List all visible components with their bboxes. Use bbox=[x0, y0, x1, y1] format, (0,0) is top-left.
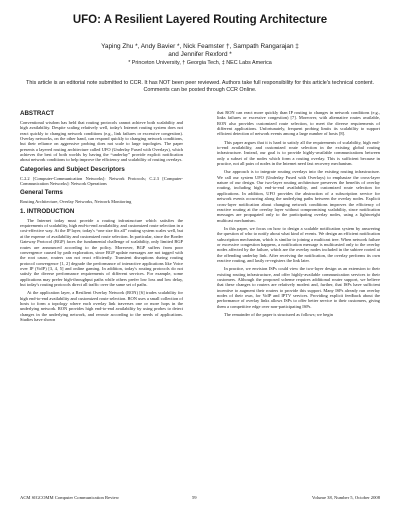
volume-info: Volume 38, Number 5, October 2008 bbox=[311, 495, 380, 500]
paper-title: UFO: A Resilient Layered Routing Architecture bbox=[72, 14, 328, 26]
intro-paragraph-1: The Internet today must provide a routing infrastructure which satisfies the requirements of scalability, high end-to-end availability, and customized route selection in a cost-effective way. At the IP layer, today's “one size fits all” routing system scales well, but at the expense of availability and customized route selection. In particular, since the Border Gateway Protocol (BGP) faces the fundamental challenge of scalability, only limited BGP routes are announced according to the policy. Moreover, BGP suffers from poor convergence caused by path exploration, since BGP update messages are not tagged with the root cause, routers can not react efficiently. Transient disruptions during routing protocol convergence [1, 2] degrade the performance of interactive applications like Voice over IP (VoIP) [3, 4, 5] and online gaming. In addition, today's routing protocols do not satisfy the diverse performance requirements of different services. For example, some applications may prefer high-throughput paths while others prefer low loss and low delay, but today's routing protocols direct all traffic over the same set of paths. bbox=[20, 217, 183, 287]
body-paragraph-1: that RON can react more quickly than IP routing to changes in network conditions (e.g., links failures or excessive congestion) [7]. Moreover, with alternative routes available, RON also provides customized route selection, to meet the diverse requirements of different applications. Unfortunately, frequent probing limits its scalability to support efficient detection of network events among a large number of hosts [8]. bbox=[217, 110, 380, 137]
categories-heading: Categories and Subject Descriptors bbox=[20, 165, 125, 173]
body-paragraph-3: Our approach is to integrate routing overlays into the existing routing infrastructure. We call our system UFO (Underlay Fused with Overlays) to emphasize the cross-layer nature of our design. Our two-layer routing architecture preserves the benefits of overlay routing, including high end-to-end availability, and customized route selection for applications. In addition, UFO provides the abstraction of a subscription service for network events occurring along the underlying paths between the overlay nodes. Explicit cross-layer notification about changing network conditions improves the efficiency of reactive routing at the overlay layer without compromising scalability, since notification messages are propagated only to the participating overlay nodes, using a lightweight multicast mechanism. bbox=[217, 169, 380, 223]
abstract-heading: ABSTRACT bbox=[20, 110, 55, 117]
body-paragraph-6: The remainder of the paper is structured as follows; we begin bbox=[224, 312, 333, 318]
left-column bbox=[20, 110, 183, 325]
right-column bbox=[217, 110, 380, 320]
categories-text: C.2.2 [Computer-Communication Networks]: Network Protocols; C.2.3 [Computer-Communication Networks]: Network Operations bbox=[20, 175, 183, 187]
abstract-text: Conventional wisdom has held that routing protocols cannot achieve both scalability and high availability. Despite scaling relatively well, today's Internet routing system does not react quickly to changing network conditions (e.g., link failures or excessive congestion). Overlay networks, on the other hand, can respond quickly to changing network conditions, but their reliance on aggressive probing does not scale to large topologies. The paper presents a layered routing architecture called UFO (Underlay Fused with Overlays), which achieves the best of both worlds by having the “underlay” provide explicit notification about network conditions to help improve the efficiency and scalability of routing overlays. bbox=[20, 120, 183, 163]
author-line-2: and Jennifer Rexford * bbox=[168, 51, 232, 58]
author-block bbox=[0, 43, 400, 67]
intro-paragraph-2: At the application layer, a Resilient Overlay Network (RON) [6] trades scalability for high end-to-end availability and customized route selection. RON uses a small collection of hosts to form a topology where each overlay link traverses one or more hops in the underlying network. RON provides high end-to-end availability by using probes to detect changes in the underlying network, and reroute according to the needs of applications. Studies have shown bbox=[20, 290, 183, 322]
journal-name: ACM SIGCOMM Computer Communication Review bbox=[20, 495, 120, 500]
terms-heading: General Terms bbox=[20, 189, 63, 197]
page-number: 59 bbox=[192, 495, 197, 500]
author-line-1: Yaping Zhu *, Andy Bavier *, Nick Feamster †, Sampath Rangarajan ‡ bbox=[101, 43, 299, 50]
body-paragraph-2: This paper argues that it is hard to satisfy all the requirements of scalability, high end-to-end availability, and customized route selection in the existing global routing infrastructure. Instead, our goal is to provide highly-available communications between only a subset of the nodes which form a routing overlay. This is sufficient because in practice, not all pairs of nodes in the Internet need fast recovery mechanism. bbox=[217, 139, 380, 167]
body-paragraph-5: In practice, we envision ISPs could view the two-layer design as an extension to their existing routing infrastructure, and offer highly-available communication services to their customers. Although the proposed scheme requires additional router support, we believe that these changes to routers are relatively modest and, further, that ISPs have sufficient incentive to augment their routers to provide this support. Many ISPs already run overlay nodes of their own, for VoIP and IPTV services. Providing explicit feedback about the performance of overlay links allows ISPs to offer better service to their customers, giving them a competitive edge over non-participating ISPs. bbox=[217, 266, 380, 309]
affiliations: * Princeton University, † Georgia Tech, ‡ NEC Labs America bbox=[128, 60, 272, 66]
editorial-note: This article is an editorial note submitted to CCR. It has NOT been peer reviewed. Authors take full responsibility for this article's technical content. Comments can be posted through CCR Online. bbox=[26, 80, 374, 93]
terms-text: Routing Architecture, Overlay Networks, Network Monitoring bbox=[20, 199, 132, 205]
body-paragraph-4: In this paper, we focus on how to design a scalable notification system by answering the question of who to notify about what kind of events. We design an efficient notification subscription mechanism, which is similar to joining a multicast tree. When network failure or excessive congestion happens, a notification message is multicasted only to the overlay nodes affected by the failure, which are the overlay nodes included in the subtree rooted at the offending underlay link. After receiving the notification, the overlay performs its own reactive routing, and lastly re-registers the link later. bbox=[217, 225, 380, 263]
intro-heading: 1. INTRODUCTION bbox=[20, 207, 75, 215]
